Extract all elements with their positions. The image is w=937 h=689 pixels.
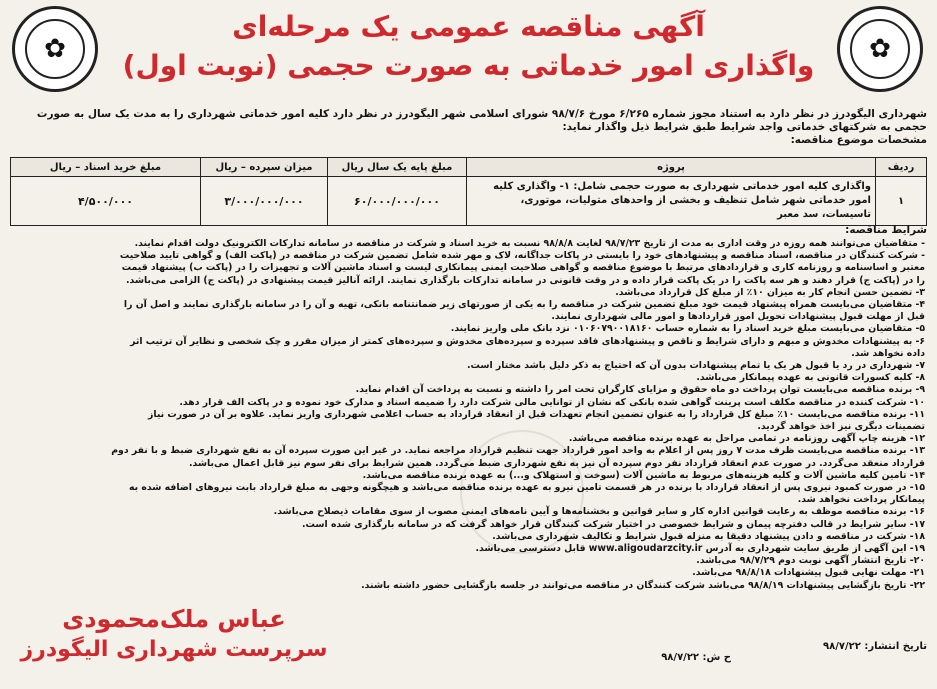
publish-date: تاریخ انتشار: ۹۸/۷/۲۲ — [823, 641, 927, 652]
table-row — [11, 177, 927, 226]
list-item: ۳- تضمین حسن انجام کار به میزان ۱۰٪ از مبلغ کل قرارداد می‌باشد. — [615, 286, 925, 298]
signature-role: سرپرست شهرداری الیگودرز — [20, 637, 328, 662]
list-item: ۱۲- هزینه چاپ آگهی روزنامه در تمامی مراحل به عهده برنده مناقصه می‌باشد. — [568, 433, 925, 445]
list-item: ۷- شهرداری در رد یا قبول هر یک یا تمام پیشنهادات بدون آن که احتیاج به ذکر دلیل باشد مختار است. — [466, 360, 925, 372]
emblem-icon: ✿ — [25, 19, 85, 79]
list-item: ۶- به پیشنهادات مخدوش و مبهم و دارای شرایط و ناقص و پیشنهادهای فاقد سپرده و سپرده‌های مخدوش و سپرده‌های کمتر از میزان مقرر و چک شخصی و نظایر آن ترتیب اثر داده نخواهد شد. — [130, 335, 925, 359]
list-item: ۱۳- برنده مناقصه می‌بایست ظرف مدت ۷ روز پس از اعلام به واحد امور قرارداد جهت تنظیم قرارداد مراجعه نماید. در غیر این صورت سپرده آن به نفع شهرداری ضبط و با نفر دوم قرارداد منعقد می‌گردد. در صورت عدم انعقاد قرارداد نفر دوم سپرده آن نیز به نفع شهرداری ضبط می‌گردد. همین شرایط برای نفر سوم نیز قابل اعمال می‌باشد. — [111, 445, 925, 469]
list-item: ۱۰- شرکت کننده در مناقصه مکلف است پرینت گواهی شده بانکی که نشان از توانایی مالی شرکت دارد را ضمیمه اسناد و مدارک خود نموده و در پاکت الف قرار دهد. — [179, 396, 925, 408]
list-item: ۵- متقاضیان می‌بایست مبلغ خرید اسناد را به شماره حساب ۰۱۰۶۰۷۹۰۰۱۸۱۶۰ نزد بانک ملی واریز نمایند. — [450, 323, 925, 335]
list-item: ۱۶- برنده مناقصه موظف به رعایت قوانین اداره کار و سایر قوانین و بخشنامه‌ها و آیین نامه‌های ایمنی مصوب از سوی مقامات ذیصلاح می‌باشد. — [273, 506, 925, 518]
cell-index: ۱ — [876, 177, 927, 226]
list-item: ۱۱- برنده مناقصه می‌بایست ۱۰٪ مبلغ کل قرارداد را به عنوان تضمین انجام تعهدات قبل از انعقاد قرارداد به حساب اعلامی شهرداری واریز نماید. علاوه بر آن در صورت نیاز تضمینات دیگری نیز اخذ خواهد گردید. — [148, 408, 925, 433]
doc-price-value: ۴/۵۰۰/۰۰۰ — [77, 194, 134, 208]
list-item: ۱۵- در صورت کمبود نیروی پس از انعقاد قرارداد با برنده در هر قسمت تامین نیرو به عهده برنده مناقصه می‌باشد و هیچگونه وجهی به مبلغ قرارداد بابت نیروهای اضافه شده به پیمانکار پرداخت نخواهد شد. — [129, 482, 925, 506]
signature-block — [14, 603, 334, 665]
cell-project: واگذاری کلیه امور خدماتی شهرداری به صورت حجمی شامل: ۱- واگذاری کلیه امور خدماتی شهر شامل تنظیف و بخشی از واحدهای متولیات، موتوری، تاسیسات، سد معبر — [467, 177, 876, 226]
municipality-logo-right — [837, 6, 923, 92]
header-doc-price: مبلغ خرید اسناد – ریال — [11, 158, 201, 177]
list-item: ۱۷- سایر شرایط در قالب دفترچه پیمان و شرایط خصوصی در اختیار شرکت کنندگان قرار خواهد گرفت که در سامانه بارگذاری شده است. — [302, 518, 925, 530]
list-item: - متقاضیان می‌توانند همه روزه در وقت اداری به مدت از تاریخ ۹۸/۷/۲۳ لغایت ۹۸/۸/۸ نسبت به خرید اسناد و شرکت در مناقصه در سامانه تدارکات الکترونیک دولت اقدام نمایند. — [134, 238, 925, 249]
signature-name: عباس ملک‌محمودی — [62, 605, 286, 633]
header-base-amount: مبلغ پایه یک سال ریال — [328, 158, 467, 177]
table-header-row — [11, 158, 927, 177]
conditions-title: شرایط مناقصه: — [845, 224, 927, 236]
list-item: ۲۱- مهلت نهایی قبول پیشنهادات ۹۸/۸/۱۸ می‌باشد. — [692, 567, 925, 579]
tender-spec-table — [10, 157, 927, 226]
list-item: ۱۸- شرکت در مناقصه و دادن پیشنهاد دقیقا به منزله قبول شرایط و تکالیف شهرداری می‌باشد. — [492, 530, 925, 542]
notice-title — [110, 8, 827, 86]
header-deposit: میزان سپرده – ریال — [201, 158, 328, 177]
notice-code: ح ش: ۹۸/۷/۲۲ — [661, 652, 731, 663]
list-item: ۹- برنده مناقصه می‌بایست توان پرداخت دو ماه حقوق و مزایای کارگران تحت امر را داشته و نسبت به پرداخت آن اقدام نماید. — [355, 384, 925, 396]
list-item: ۲۲- تاریخ بازگشایی پیشنهادات ۹۸/۸/۱۹ می‌باشد شرکت کنندگان در مناقصه می‌توانند در جلسه بازگشایی حضور داشته باشند. — [361, 579, 925, 591]
intro-paragraph: شهرداری الیگودرز در نظر دارد به استناد مجوز شماره ۶/۲۶۵ مورخ ۹۸/۷/۶ شورای اسلامی شهر الیگودرز در نظر دارد کلیه امور خدماتی شهرداری را به مدت یک سال به صورت حجمی به شرکتهای خدماتی واجد شرایط طبق شرایط ذیل واگذار نماید: — [36, 108, 927, 133]
list-item: - شرکت کنندگان در مناقصه، اسناد مناقصه و پیشنهادهای خود را بایستی در پاکات جداگانه، لاک و مهر شده شامل تضمین شرکت در مناقصه در (پاکت الف) و گواهی تایید صلاحیت معتبر و اساسنامه و روزنامه کاری و قراردادهای مرتبط با موضوع مناقصه و گواهی صلاحیت ایمنی پیمانکاری لیست و اسناد ماشین آلات و تجهیزات را در (پاکت ب) پیشنهاد قیمت را در (پاکت ج) قرار دهند و هر سه پاکت را در یک پاکت قرار داده و در وقت قانونی در سامانه تدارکات بارگذاری نمایند. ارائه آنالیز قیمت پیشنهادی در (پاکت ج) الزامی می‌باشد. — [119, 250, 925, 286]
header-project: پروژه — [467, 158, 876, 177]
cell-deposit — [201, 177, 328, 226]
list-item: ۱۹- این آگهی از طریق سایت شهرداری به آدرس www.aligoudarzcity.ir قابل دسترسی می‌باشد. — [475, 543, 925, 555]
list-item: ۲۰- تاریخ انتشار آگهی نوبت دوم ۹۸/۷/۲۹ می‌باشد. — [696, 555, 925, 567]
spec-title: مشخصات موضوع مناقصه: — [790, 134, 927, 146]
list-item: ۸- کلیه کسورات قانونی به عهده پیمانکار می‌باشد. — [696, 372, 925, 384]
cell-doc-price — [11, 177, 201, 226]
deposit-value: ۳/۰۰۰/۰۰۰/۰۰۰ — [224, 194, 304, 208]
header-index: ردیف — [876, 158, 927, 177]
intro-text — [12, 108, 927, 147]
list-item: ۴- متقاضیان می‌بایست همراه پیشنهاد قیمت خود مبلغ تضمین شرکت در مناقصه را به یکی از صورتهای زیر ضمانتنامه بانکی، تهیه و آن را در سامانه بارگذاری نمایند و اصل آن را قبل از مهلت قبول پیشنهادات تحویل امور قراردادها و امور مالی شهرداری نمایند. — [123, 299, 925, 323]
municipality-logo-left — [12, 6, 98, 92]
cell-base-amount — [328, 177, 467, 226]
title-line-2: واگذاری امور خدماتی به صورت حجمی (نوبت اول) — [122, 49, 815, 82]
emblem-icon: ✿ — [850, 19, 910, 79]
list-item: ۱۴- تامین کلیه ماشین آلات و کلیه هزینه‌های مربوط به ماشین آلات (سوخت و استهلاک و...) به عهده برنده مناقصه می‌باشد. — [362, 469, 925, 481]
title-line-1: آگهی مناقصه عمومی یک مرحله‌ای — [232, 10, 705, 43]
stamp-watermark — [460, 430, 584, 554]
base-amount-value: ۶۰/۰۰۰/۰۰۰/۰۰۰ — [354, 194, 440, 208]
